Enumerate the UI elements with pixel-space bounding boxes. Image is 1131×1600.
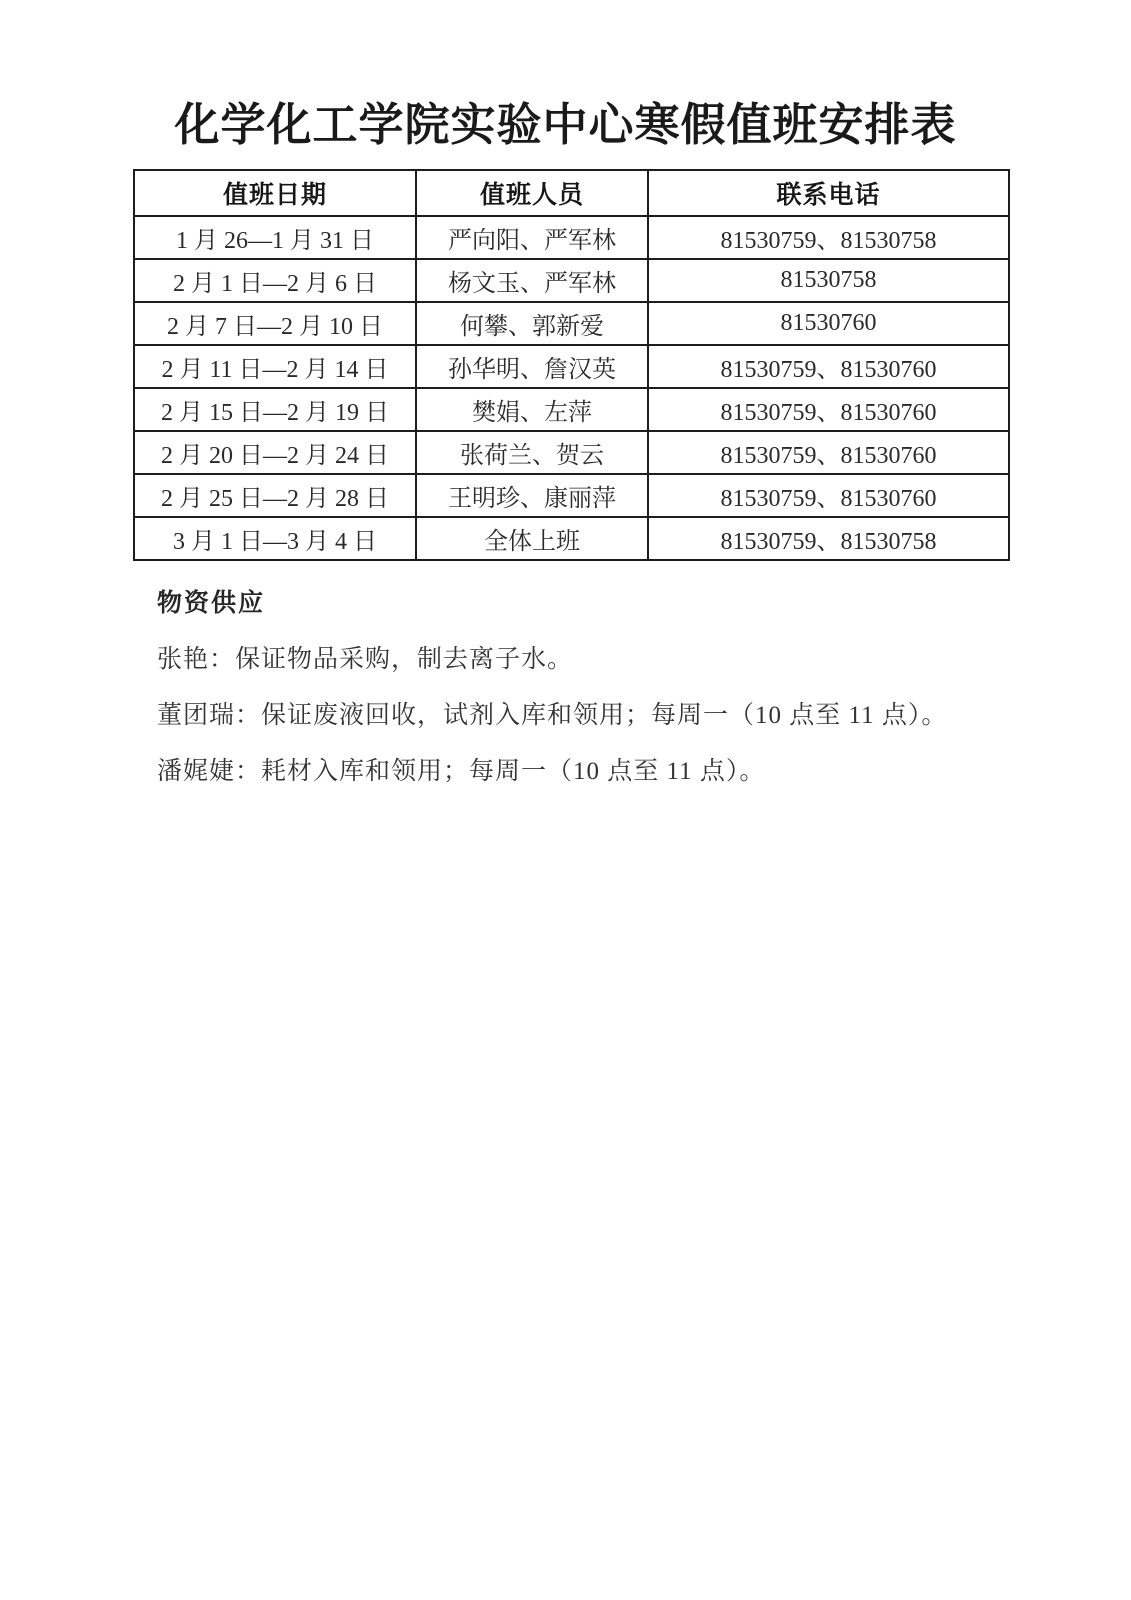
table-row — [134, 259, 1009, 302]
cell-phone: 81530759、81530760 — [648, 431, 1009, 474]
cell-staff: 何攀、郭新爱 — [416, 302, 648, 345]
cell-date: 2 月 15 日—2 月 19 日 — [134, 388, 416, 431]
supplies-line-dongtuanrui: 董团瑞：保证废液回收，试剂入库和领用；每周一（10 点至 11 点）。 — [157, 702, 948, 729]
cell-staff: 孙华明、詹汉英 — [416, 345, 648, 388]
table-row — [134, 431, 1009, 474]
supplies-section-heading: 物资供应 — [157, 590, 266, 617]
cell-date: 2 月 11 日—2 月 14 日 — [134, 345, 416, 388]
cell-phone: 81530759、81530758 — [648, 216, 1009, 259]
cell-phone: 81530759、81530760 — [648, 474, 1009, 517]
cell-staff: 王明珍、康丽萍 — [416, 474, 648, 517]
supplies-line-panweijie: 潘娓婕：耗材入库和领用；每周一（10 点至 11 点）。 — [157, 758, 766, 785]
cell-staff: 张荷兰、贺云 — [416, 431, 648, 474]
header-cell-duty-date: 值班日期 — [134, 170, 416, 216]
cell-phone: 81530758 — [648, 259, 1009, 302]
table-row — [134, 345, 1009, 388]
page-title: 化学化工学院实验中心寒假值班安排表 — [174, 100, 957, 150]
cell-date: 2 月 7 日—2 月 10 日 — [134, 302, 416, 345]
cell-date: 2 月 1 日—2 月 6 日 — [134, 259, 416, 302]
header-cell-phone: 联系电话 — [648, 170, 1009, 216]
supplies-line-zhangyan: 张艳：保证物品采购，制去离子水。 — [157, 646, 574, 673]
cell-date: 2 月 25 日—2 月 28 日 — [134, 474, 416, 517]
cell-date: 2 月 20 日—2 月 24 日 — [134, 431, 416, 474]
cell-staff: 杨文玉、严军林 — [416, 259, 648, 302]
duty-schedule-table — [133, 169, 1010, 561]
table-row — [134, 517, 1009, 560]
cell-phone: 81530760 — [648, 302, 1009, 345]
cell-staff: 严向阳、严军林 — [416, 216, 648, 259]
cell-staff: 全体上班 — [416, 517, 648, 560]
table-row — [134, 302, 1009, 345]
table-header-row — [134, 170, 1009, 216]
cell-phone: 81530759、81530758 — [648, 517, 1009, 560]
cell-phone: 81530759、81530760 — [648, 388, 1009, 431]
cell-date: 3 月 1 日—3 月 4 日 — [134, 517, 416, 560]
table-row — [134, 474, 1009, 517]
cell-phone: 81530759、81530760 — [648, 345, 1009, 388]
table-row — [134, 388, 1009, 431]
cell-staff: 樊娟、左萍 — [416, 388, 648, 431]
cell-date: 1 月 26—1 月 31 日 — [134, 216, 416, 259]
table-row — [134, 216, 1009, 259]
header-cell-duty-staff: 值班人员 — [416, 170, 648, 216]
